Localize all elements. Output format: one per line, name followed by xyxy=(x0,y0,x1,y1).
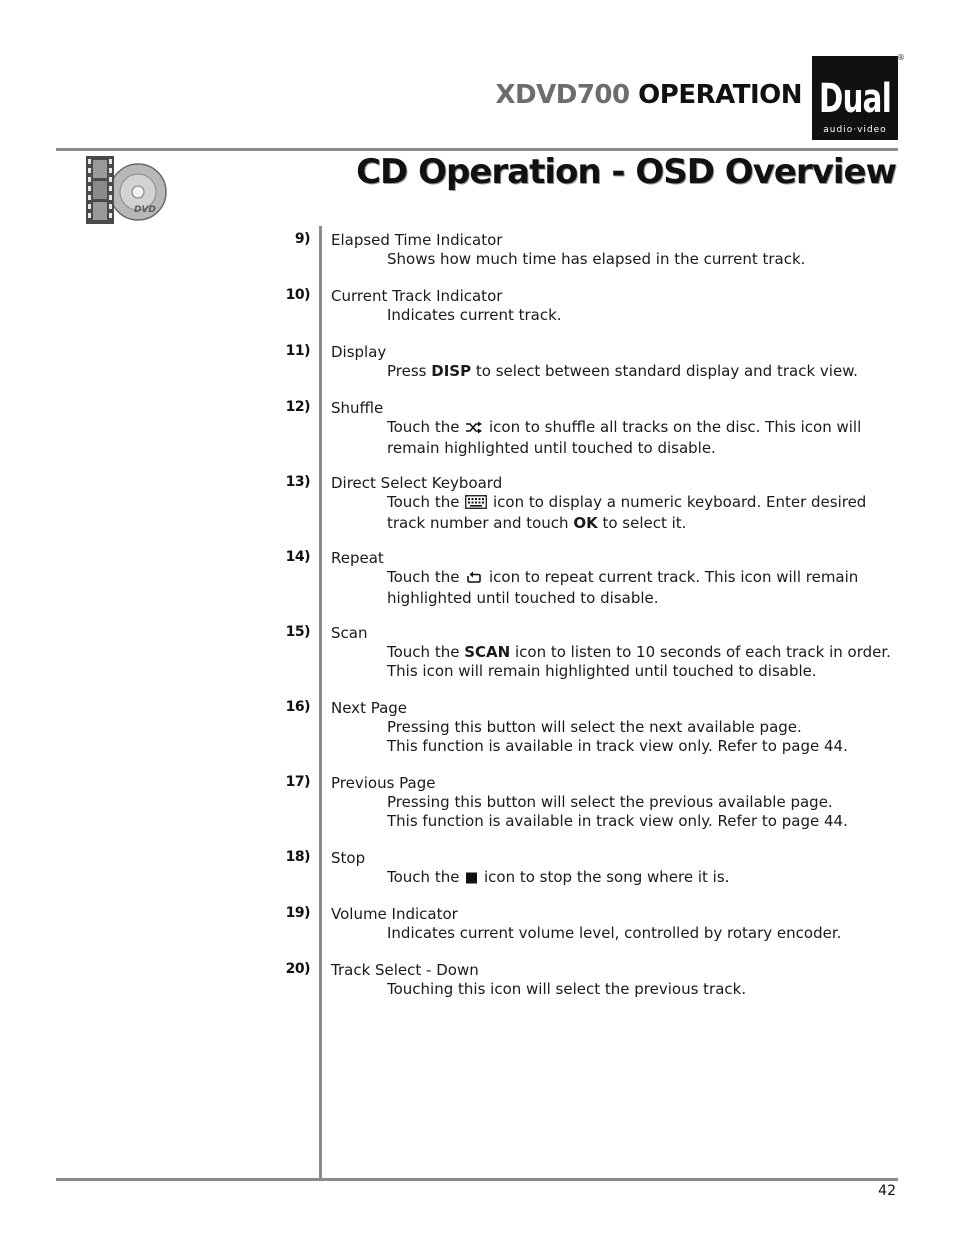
item-number: 16) xyxy=(285,699,310,715)
item-heading: Track Select - Down xyxy=(331,961,479,979)
item-heading: Direct Select Keyboard xyxy=(331,474,503,492)
desc-text: Touch the xyxy=(387,493,465,511)
disp-button-label: DISP xyxy=(431,362,472,380)
keyboard-icon xyxy=(465,495,487,514)
desc-text: icon to repeat current track. This icon will remain highlighted until touched to disable. xyxy=(387,568,859,607)
desc-text: Touch the xyxy=(387,868,465,886)
item-number: 18) xyxy=(285,849,310,865)
item-heading: Shuffle xyxy=(331,399,384,417)
item-description: Indicates current track. xyxy=(387,306,562,324)
item-number: 10) xyxy=(285,287,310,303)
item-description xyxy=(387,418,907,458)
item-description: Touching this icon will select the previous track. xyxy=(387,980,747,998)
desc-text: icon to listen to 10 seconds of each track in order. This icon will remain highlighted until touched to disable. xyxy=(387,643,891,680)
item-number: 17) xyxy=(285,774,310,790)
item-description xyxy=(387,643,907,681)
item-heading: Current Track Indicator xyxy=(331,287,503,305)
item-heading: Volume Indicator xyxy=(331,905,458,923)
top-rule xyxy=(56,148,898,151)
item-number: 11) xyxy=(285,343,310,359)
repeat-icon xyxy=(465,570,483,589)
item-description: Shows how much time has elapsed in the current track. xyxy=(387,250,806,268)
item-description xyxy=(387,868,907,889)
desc-line: Pressing this button will select the previous available page. xyxy=(387,793,833,811)
dual-logo xyxy=(812,56,898,140)
item-number: 14) xyxy=(285,549,310,565)
desc-line: Pressing this button will select the next available page. xyxy=(387,718,802,736)
item-number: 19) xyxy=(285,905,310,921)
item-heading: Display xyxy=(331,343,387,361)
item-description xyxy=(387,362,907,381)
desc-text: to select between standard display and track view. xyxy=(471,362,858,380)
bottom-rule xyxy=(56,1178,898,1181)
item-heading: Scan xyxy=(331,624,368,642)
item-number: 15) xyxy=(285,624,310,640)
desc-text: Touch the xyxy=(387,643,465,661)
dvd-label: DVD xyxy=(134,205,156,215)
logo-subtext: audio·video xyxy=(823,125,887,135)
stop-icon xyxy=(465,870,478,889)
item-number: 13) xyxy=(285,474,310,490)
header-section: OPERATION xyxy=(638,80,802,110)
desc-text: to select it. xyxy=(597,514,687,532)
item-description: Indicates current volume level, controlled by rotary encoder. xyxy=(387,924,842,942)
item-heading: Stop xyxy=(331,849,366,867)
desc-text: Touch the xyxy=(387,568,465,586)
dual-logo-icon xyxy=(812,56,898,140)
desc-text: icon to display a numeric keyboard. Enter desired track number and touch xyxy=(387,493,867,532)
item-description xyxy=(387,568,907,608)
item-number: 12) xyxy=(285,399,310,415)
page-number: 42 xyxy=(878,1183,896,1199)
scan-button-label: SCAN xyxy=(464,643,511,661)
header-title xyxy=(496,80,803,110)
dvd-film-disc-icon xyxy=(84,154,168,226)
item-number: 9) xyxy=(294,231,310,247)
item-heading: Next Page xyxy=(331,699,408,717)
desc-text: icon to shuffle all tracks on the disc. This icon will remain highlighted until touched to disable. xyxy=(387,418,862,457)
item-heading: Elapsed Time Indicator xyxy=(331,231,503,249)
item-description xyxy=(387,793,907,831)
shuffle-icon xyxy=(465,420,483,439)
desc-text: Press xyxy=(387,362,432,380)
page-title: CD Operation - OSD Overview xyxy=(356,152,896,192)
item-heading: Repeat xyxy=(331,549,384,567)
logo-text: Dual xyxy=(819,76,891,122)
item-number: 20) xyxy=(285,961,310,977)
item-description xyxy=(387,718,907,756)
ok-button-label: OK xyxy=(573,514,598,532)
desc-text: icon to stop the song where it is. xyxy=(479,868,730,886)
item-heading: Previous Page xyxy=(331,774,436,792)
vertical-rule xyxy=(319,226,322,1179)
desc-line: This function is available in track view only. Refer to page 44. xyxy=(387,737,848,755)
desc-line: This function is available in track view only. Refer to page 44. xyxy=(387,812,848,830)
desc-text: Touch the xyxy=(387,418,465,436)
registered-mark: ® xyxy=(897,53,905,62)
item-description xyxy=(387,493,907,533)
header-model: XDVD700 xyxy=(495,80,630,110)
